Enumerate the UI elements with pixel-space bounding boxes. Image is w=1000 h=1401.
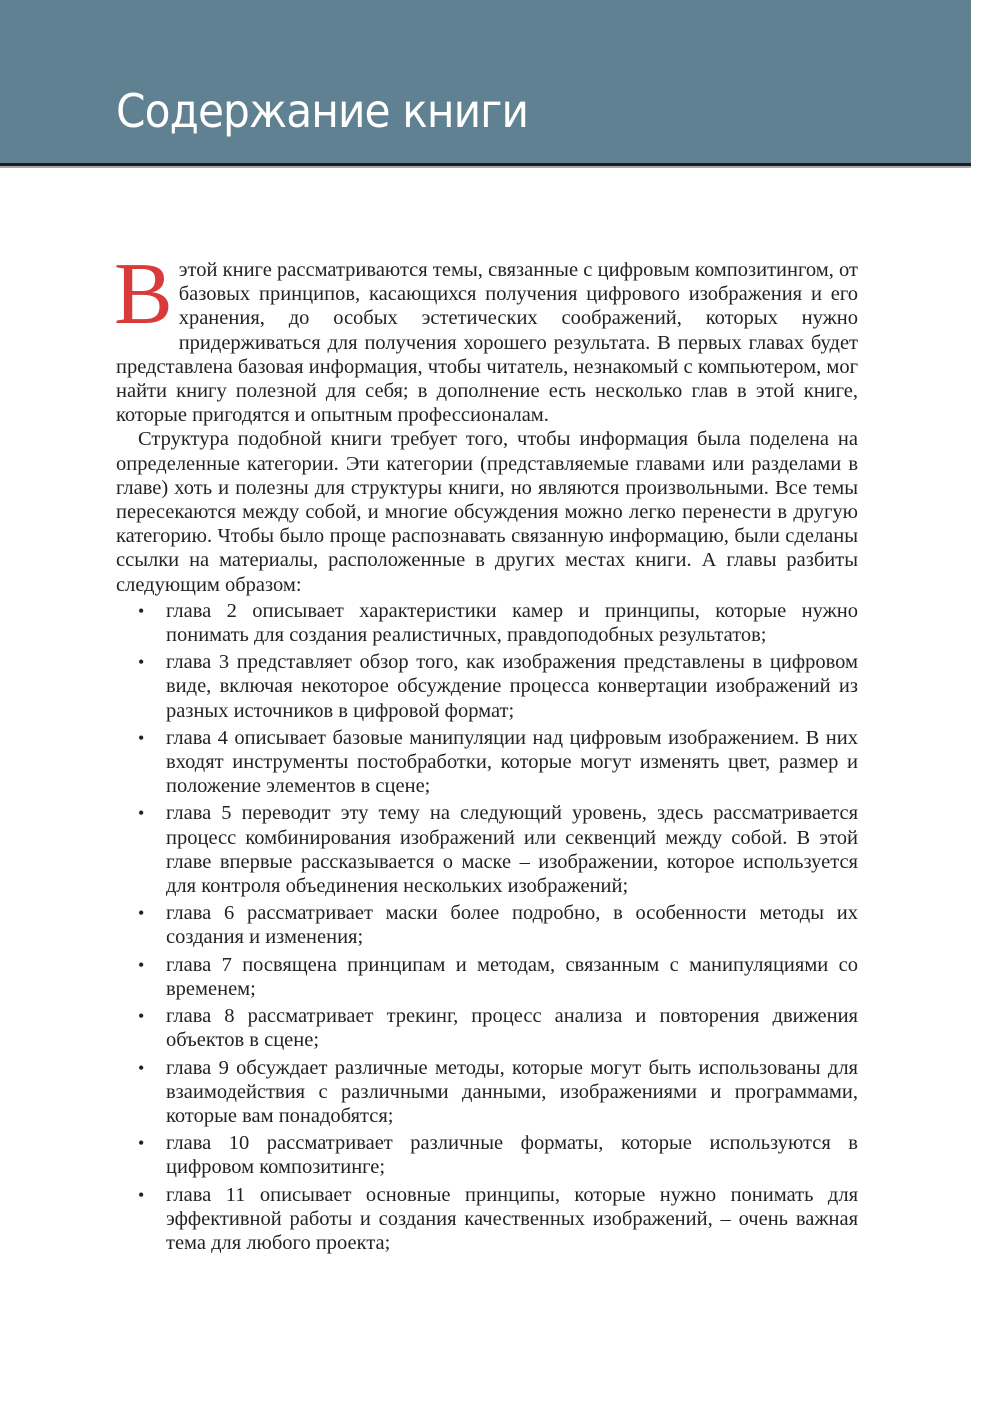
list-item [116,726,858,799]
list-item-text: глава 4 описывает базовые манипуляции над цифровым изображением. В них входят инструменты постобработки, которые могут изменять цвет, размер и положение элементов в сцене; [166,726,858,798]
bullet-icon: • [138,954,145,975]
list-item [116,901,858,949]
bullet-icon: • [138,1057,145,1078]
list-item [116,599,858,647]
list-item [116,650,858,723]
intro-paragraph [114,246,858,427]
header-divider [0,166,971,168]
bullet-icon: • [138,1133,145,1154]
list-item-text: глава 9 обсуждает различные методы, которые могут быть использованы для взаимодействия с различными данными, изображениями и программами, которые вам понадобятся; [166,1056,858,1127]
bullet-icon: • [138,1006,145,1027]
bullet-icon: • [138,903,145,924]
list-item [116,1183,858,1256]
structure-paragraph: Структура подобной книги требует того, чтобы информация была поделена на определенные категории. Эти категории (представляемые главами или разделами в главе) хоть и полезны для структуры книги, но являются произвольными. Все темы пересекаются между собой, и многие обсуждения можно легко перенести в другую категорию. Чтобы было проще распознавать связанную информацию, были сделаны ссылки на материалы, расположенные в других местах книги. А главы разбиты следующим образом: [116,428,858,596]
list-item [116,801,858,898]
list-item-text: глава 8 рассматривает трекинг, процесс анализа и повторения движения объектов в сцене; [166,1005,858,1052]
page-title: Содержание книги [116,84,529,138]
chapter-list [116,599,858,1255]
bullet-icon: • [138,803,145,824]
list-item-text: глава 11 описывает основные принципы, которые нужно понимать для эффективной работы и создания качественных изображений, – очень важная тема для любого проекта; [166,1183,858,1254]
list-item-text: глава 10 рассматривает различные форматы, которые используются в цифровом композитинге; [166,1132,858,1179]
list-item [116,953,858,1001]
bullet-icon: • [138,1184,145,1205]
bullet-icon: • [138,727,145,748]
list-item-text: глава 5 переводит эту тему на следующий уровень, здесь рассматривается процесс комбинирования изображений или секвенций между собой. В этой главе впервые рассказывается о маске – изображении, которое используется для контроля объединения нескольких изображений; [166,802,858,898]
chapter-header [0,0,971,166]
drop-cap: В [114,246,173,343]
list-item [116,1131,858,1179]
list-item [116,1004,858,1052]
list-item-text: глава 2 описывает характеристики камер и принципы, которые нужно понимать для создания реалистичных, правдоподобных результатов; [166,599,858,647]
main-content [114,246,858,1258]
list-item-text: глава 6 рассматривает маски более подробно, в особенности методы их создания и изменения; [166,902,858,949]
list-item-text: глава 7 посвящена принципам и методам, связанным с манипуляциями со временем; [166,953,858,1000]
intro-text: этой книге рассматриваются темы, связанные с цифровым композитингом, от базовых принципов, касающихся получения цифрового изображения и его хранения, до особых эстетических соображений, которых нужно придерживаться для получения хорошего результата. В первых главах будет представлена базовая информация, чтобы читатель, незнакомый с компьютером, мог найти книгу полезной для себя; в дополнение есть несколько глав в этой книге, которые пригодятся и опытным профессионалам. [116,259,858,427]
bullet-icon: • [138,652,145,673]
list-item-text: глава 3 представляет обзор того, как изображения представлены в цифровом виде, включая некоторое обсуждение процесса конвертации изображений из разных источников в цифровой формат; [166,651,858,722]
bullet-icon: • [138,600,145,621]
list-item [116,1056,858,1129]
